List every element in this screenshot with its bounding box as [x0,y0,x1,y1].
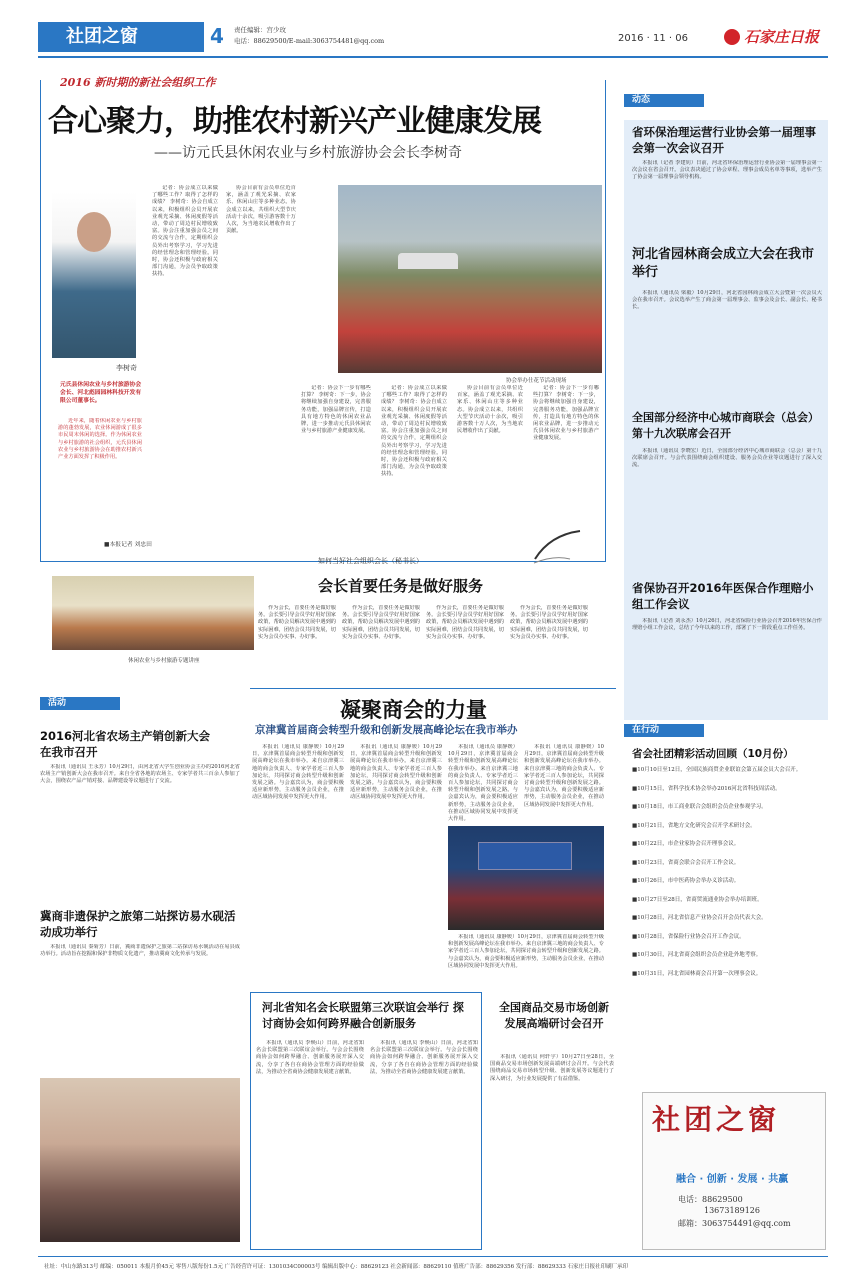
dongtai-body-2: 本报讯（通讯员 梁毅）10月29日，河北省园林商会成立大会暨第一次会员大会在我市召开。会议选举产生了商会第一届理事会、监事会及会长、副会长、秘书长。 [632,290,822,311]
forum-body-col5: 本报讯（通讯员 康静媛）10月29日，京津冀首届商会转型升级和创新发展高峰论坛在我市举办。来自京津冀三地的商会负责人、专家学者近三百人参加论坛，共同探讨商会转型升级和创新发展之路。与会嘉宾认为，商会要积极适应新形势，主动服务会员企业，在推动区域协同发展中发挥更大作用。 [448,934,604,969]
lead-subtitle: ——访元氏县休闲农业与乡村旅游协会会长李树奇 [154,145,462,161]
secretary-body-col2: 作为会长，首要任务是做好服务。会长要引导会员学好用好国家政策，帮助会员解决发展中遇到的实际困难，团结会员共同发展，切实为会员办实事、办好事。 [342,605,420,640]
secretary-title: 会长首要任务是做好服务 [318,577,484,595]
calendar-list [632,766,822,1088]
huodong-body-2: 本报讯（通讯员 秦菊芳）日前，冀商非遗保护之旅第二站探访易水砚活动在易县成功举行。活动旨在挖掘和保护非物质文化遗产，推动冀商文化传承与发展。 [40,944,240,958]
list-item: ■10月21日，省地方文化研究会召开学术研讨会。 [632,822,756,829]
portrait-name: 李树奇 [116,364,137,372]
forum-body-col1: 本报讯（通讯员 康静媛）10月29日，京津冀首届商会转型升级和创新发展高峰论坛在我市举办。来自京津冀三地的商会负责人、专家学者近三百人参加论坛，共同探讨商会转型升级和创新发展之路。与会嘉宾认为，商会要积极适应新形势，主动服务会员企业，在推动区域协同发展中发挥更大作用。 [252,744,344,801]
ad-mobile: 13673189126 [704,1206,760,1215]
ad-calligraphy: 社团之窗 [652,1103,781,1136]
list-item: ■10月27日至28日，省商贸流通业协会举办培训班。 [632,896,763,903]
lead-body-col2: 协会目前有会员单位近百家，涵盖了观光采摘、农家乐、休闲山庄等多种业态。协会成立以来，共组织大型节庆活动十余次，吸引游客数十万人次，为当地农民增收作出了贡献。 [226,185,296,235]
trade-title: 全国商品交易市场创新发展高端研讨会召开 [499,1001,609,1030]
header-rule [38,56,828,58]
calendar-header: 在行动 [624,724,704,737]
lead-body-col6: 记者：协会下一步有哪些打算？ 李树奇：下一步，协会将继续加强自身建设，完善服务功能，加强品牌宣传，打造具有地方特色的休闲农业品牌，进一步推动元氏县休闲农业与乡村旅游产业健康发展。 [533,385,599,442]
secretary-body-col4: 作为会长，首要任务是做好服务。会长要引导会员学好用好国家政策，帮助会员解决发展中遇到的实际困难，团结会员共同发展，切实为会员办实事、办好事。 [510,605,588,640]
dongtai-body-3: 本报讯（通讯员 李晓宏）近日，全国部分经济中心城市商联会（总会）第十九次联席会召开。与会代表围绕商会组织建设、服务会员企业等议题进行了深入交流。 [632,448,822,469]
trade-body: 本报讯（通讯员 何轩宇）10月27日至28日，全国商品交易市场创新发展高端研讨会召开。与会代表围绕商品交易市场转型升级、创新发展等议题进行了深入研讨，为行业发展提供了有益借鉴。 [490,1054,614,1082]
contact-line: 电话：88629500/E-mail:3063754481@qq.com [234,37,385,45]
alliance-title: 河北省知名会长联盟第三次联谊会举行 探讨商协会如何跨界融合创新服务 [262,1001,464,1030]
portrait-photo [52,192,136,358]
secretary-kicker: 如何当好社会组织会长（秘书长） [318,557,423,565]
list-item: ■10月30日，河北省商会组织会员企业赴外地考察。 [632,952,762,958]
list-item: ■10月23日，省商会联合会召开工作会议。 [632,859,740,866]
forum-body-col2: 本报讯（通讯员 康静媛）10月29日，京津冀首届商会转型升级和创新发展高峰论坛在我市举办。来自京津冀三地的商会负责人、专家学者近三百人参加论坛，共同探讨商会转型升级和创新发展之路。与会嘉宾认为，商会要积极适应新形势，主动服务会员企业，在推动区域协同发展中发挥更大作用。 [350,744,442,801]
lead-body-col5: 协会目前有会员单位近百家，涵盖了观光采摘、农家乐、休闲山庄等多种业态。协会成立以来，共组织大型节庆活动十余次，吸引游客数十万人次，为当地农民增收作出了贡献。 [457,385,523,435]
logo-icon [724,29,740,45]
list-item: ■10月28日，河北省信息产业协会召开会员代表大会。 [632,915,767,921]
issue-date: 2016 · 11 · 06 [618,33,688,44]
lead-title: 合心聚力，助推农村新兴产业健康发展 [48,104,541,139]
forum-rule [250,688,616,689]
forum-photo [448,826,604,930]
forum-body-col4: 本报讯（通讯员 康静媛）10月29日，京津冀首届商会转型升级和创新发展高峰论坛在我市举办。来自京津冀三地的商会负责人、专家学者近三百人参加论坛，共同探讨商会转型升级和创新发展之路。与会嘉宾认为，商会要积极适应新形势，主动服务会员企业，在推动区域协同发展中发挥更大作用。 [524,744,604,808]
dongtai-body-1: 本报讯（记者 李建钊）日前，河北省环保治理运营行业协会第一届理事会第一次会议在省会召开。会议表决通过了协会章程、理事会成员名单等事项，选举产生了协会第一届理事会领导机构。 [632,160,822,181]
festival-caption: 协会举办仕花节活动现场 [506,378,567,384]
secretary-body-col1: 作为会长，首要任务是做好服务。会长要引导会员学好用好国家政策，帮助会员解决发展中遇到的实际困难，团结会员共同发展，切实为会员办实事、办好事。 [258,605,336,640]
lead-body-col4: 记者：协会成立以来做了哪些工作？取得了怎样的成绩？ 李树奇：协会自成立以来，积极组织会员开展农业观光采摘、休闲度假等活动，带动了周边村民增收致富。协会注重加强会员之间的交流与合作，定期组织会员外出考察学习，学习先进的经营理念和管理经验。同时，协会还积极与政府相关部门沟通，为会员争取政策扶持。 [381,385,447,478]
lecture-caption: 休闲农业与乡村旅游专题讲座 [128,658,200,664]
forum-title: 凝聚商会的力量 [340,697,487,722]
huodong-title-2: 冀商非遗保护之旅第二站探访易水砚活动成功举行 [40,909,236,939]
dongtai-title-4: 省保协召开2016年医保合作理赔小组工作会议 [632,581,814,611]
page-number: 4 [210,24,224,48]
dongtai-body-4: 本报讯（记者 刘永杰）10月26日，河北省保险行业协会召开2016年医保合作理赔小组工作会议，总结了今年以来的工作，部署了下一阶段重点工作任务。 [632,618,822,632]
ad-phone: 电话：88629500 [678,1195,743,1204]
dongtai-header: 动态 [624,94,704,107]
huodong-title-1: 2016河北省农场主产销创新大会在我市召开 [40,729,211,759]
ad-email: 邮箱：3063754491@qq.com [678,1219,791,1228]
ad-slogan: 融合 · 创新 · 发展 · 共赢 [676,1174,789,1185]
list-item: ■10月28日，省保险行业协会召开工作会议。 [632,933,745,940]
alliance-body-col2: 本报讯（通讯员 李焕山）日前，河北省知名会长联盟第三次联谊会举行。与会会长围绕商协会如何跨界融合、创新服务展开深入交流，分享了各自在商协会管理方面的经验做法，为推动全省商协会健康发展建言献策。 [370,1040,478,1075]
list-item: ■10月10日至12日，全国民族商贸企业联谊会第五届会员大会召开。 [632,767,802,773]
lead-reporter: ■本报记者 刘忠田 [104,542,152,548]
calendar-title: 省会社团精彩活动回顾（10月份） [632,748,794,760]
dongtai-title-1: 省环保治理运营行业协会第一届理事会第一次会议召开 [632,125,816,155]
alliance-body-col1: 本报讯（通讯员 李焕山）日前，河北省知名会长联盟第三次联谊会举行。与会会长围绕商协会如何跨界融合、创新服务展开深入交流，分享了各自在商协会管理方面的经验做法，为推动全省商协会健康发展建言献策。 [256,1040,364,1075]
list-item: ■10月15日，省科学技术协会举办2016河北省科技周活动。 [632,785,781,792]
forum-subtitle: 京津冀首届商会转型升级和创新发展高峰论坛在我市举办 [255,724,518,736]
editor-line: 责任编辑：宫少玫 [234,26,286,34]
lecture-photo [52,576,254,650]
forum-body-col3: 本报讯（通讯员 康静媛）10月29日，京津冀首届商会转型升级和创新发展高峰论坛在我市举办。来自京津冀三地的商会负责人、专家学者近三百人参加论坛，共同探讨商会转型升级和创新发展之路。与会嘉宾认为，商会要积极适应新形势，主动服务会员企业，在推动区域协同发展中发挥更大作用。 [448,744,518,822]
secretary-body-col3: 作为会长，首要任务是做好服务。会长要引导会员学好用好国家政策，帮助会员解决发展中遇到的实际困难，团结会员共同发展，切实为会员办实事、办好事。 [426,605,504,640]
masthead-logo: 石家庄日报 [724,26,819,47]
lead-body-col1: 记者：协会成立以来做了哪些工作？取得了怎样的成绩？ 李树奇：协会自成立以来，积极组织会员开展农业观光采摘、休闲度假等活动，带动了周边村民增收致富。协会注重加强会员之间的交流与合作，定期组织会员外出考察学习，学习先进的经营理念和管理经验。同时，协会还积极与政府相关部门沟通，为会员争取政策扶持。 [152,185,218,278]
lead-kicker: 2016 新时期的新社会组织工作 [60,76,216,89]
section-badge: 社团之窗 [38,22,204,52]
dongtai-title-2: 河北省园林商会成立大会在我市举行 [632,247,815,280]
list-item: ■10月22日，市企业家协会召开理事会议。 [632,841,740,847]
pen-illustration [530,525,590,565]
footer-line: 社址：中山东路313号 邮编：050011 本报月价45元 零售八版每份1.5元 广告经营许可证：1301034C00003号 编辑出版中心：88629123 社会新闻部：88629110 值班广告部：88629356 发行部：88629333 石家庄日报社印刷厂承印 [44,1264,629,1270]
list-item: ■10月31日，河北省园林商会召开第一次理事会议。 [632,970,762,977]
list-item: ■10月26日，市中医药协会举办义诊活动。 [632,878,740,884]
list-item: ■10月18日，市工商业联合会组织会员企业参观学习。 [632,804,767,810]
inkstone-photo [40,1078,240,1242]
dongtai-title-3: 全国部分经济中心城市商联会（总会）第十九次联席会召开 [632,411,819,440]
huodong-header: 活动 [40,697,120,710]
huodong-body-1: 本报讯（通讯员 王永芳）10月29日，由河北省大学生创业协会主办的2016河北省农场主产销创新大会在我市召开。来自全省各地的农场主、专家学者共三百余人参加了大会，围绕农产品产销对接、品牌建设等议题进行了交流。 [40,764,240,785]
lead-body-col3: 记者：协会下一步有哪些打算？ 李树奇：下一步，协会将继续加强自身建设，完善服务功能，加强品牌宣传，打造具有地方特色的休闲农业品牌，进一步推动元氏县休闲农业与乡村旅游产业健康发展。 [301,385,371,435]
lead-intro: 近年来，随着休闲农业与乡村旅游的蓬勃发展，农业休闲游成了很多市民周末休闲的选择。作为休闲农业与乡村旅游的社会组织，元氏县休闲农业与乡村旅游协会在助推农村新兴产业方面发挥了积极作用。 [58,418,142,461]
festival-photo [338,185,602,373]
footer-rule [38,1256,828,1257]
portrait-caption: 元氏县休闲农业与乡村旅游协会会长、河北彪园园林科技开发有限公司董事长。 [60,382,142,404]
